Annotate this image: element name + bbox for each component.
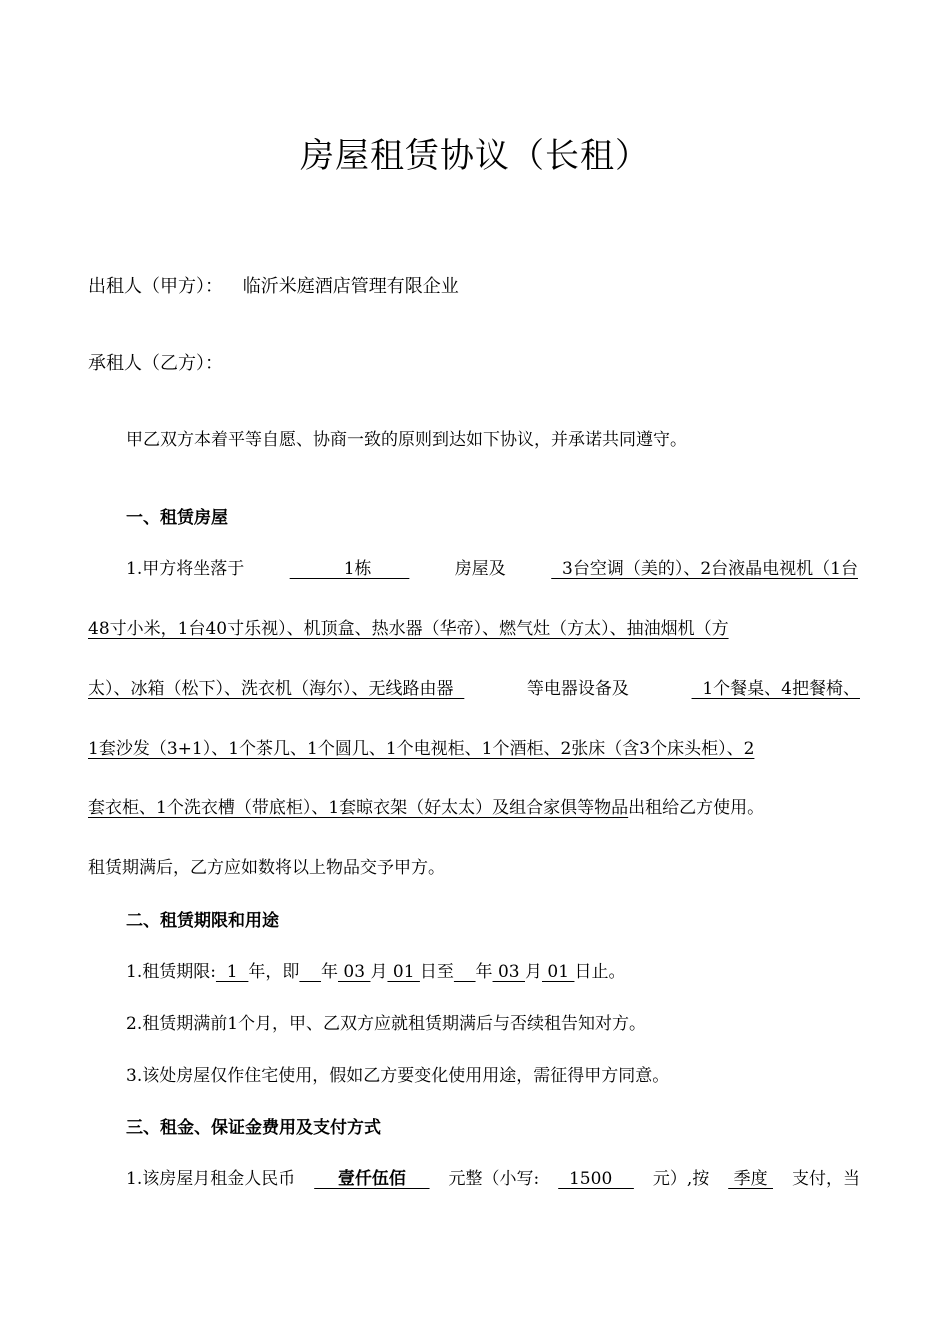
lessor-name: 临沂米庭酒店管理有限企业 (242, 276, 459, 297)
section-3-item-1 (126, 1167, 860, 1191)
section-1-line-2: 48寸小米，1台40寸乐视）、机顶盒、热水器（华帝）、燃气灶（方太）、抽油烟机（方 (88, 619, 729, 639)
s2-text: 月 (370, 962, 388, 982)
furniture-list: 套衣柜、1个洗衣槽（带底柜）、1套晾衣架（好太太）及组合家俱等物品 (88, 798, 629, 818)
section-1-line-4: 1套沙发（3+1）、1个茶几、1个圆几、1个电视柜、1个酒柜、2张床（含3个床头柜）、2 (88, 739, 755, 759)
s2-text: 1.租赁期限: (126, 962, 216, 982)
section-1-line-3 (88, 677, 860, 701)
rent-amount-chinese: 壹仟伍佰 (314, 1169, 430, 1189)
s3-text: 元）,按 (652, 1169, 710, 1189)
intro-paragraph: 甲乙双方本着平等自愿、协商一致的原则到达如下协议，并承诺共同遵守。 (126, 430, 687, 450)
s2-text: 月 (525, 962, 542, 982)
start-day: 01 (387, 962, 420, 982)
property-location: 1栋 (289, 559, 410, 579)
s1-text: 房屋及 (454, 559, 506, 579)
s1-text: 等电器设备及 (526, 679, 629, 699)
section-1-line-5 (88, 796, 764, 820)
section-2-item-2: 2.租赁期满前1个月，甲、乙双方应就租赁期满后与否续租告知对方。 (126, 1014, 647, 1034)
s1-text: 1.甲方将坐落于 (126, 559, 245, 579)
end-year (454, 962, 476, 982)
s3-text: 元整（小写: (448, 1169, 540, 1189)
lessor-line (88, 275, 459, 299)
section-2-heading: 二、租赁期限和用途 (126, 911, 279, 931)
s2-text: 日至 (419, 962, 454, 982)
s2-text: 年，即 (248, 962, 300, 982)
s3-text: 支付，当 (791, 1169, 860, 1189)
s2-text: 年 (475, 962, 493, 982)
appliance-list: 太）、冰箱（松下）、洗衣机（海尔）、无线路由器 (88, 679, 465, 699)
lessee-line (88, 352, 223, 376)
furniture-list: 1个餐桌、4把餐椅、 (691, 679, 860, 699)
section-1-line-6: 租赁期满后，乙方应如数将以上物品交予甲方。 (88, 858, 445, 878)
appliance-list: 3台空调（美的）、2台液晶电视机（1台 (551, 559, 858, 579)
end-day: 01 (542, 962, 575, 982)
s1-text: 出租给乙方使用。 (628, 798, 765, 818)
lease-years: 1 (215, 962, 249, 982)
section-3-heading: 三、租金、保证金费用及支付方式 (126, 1118, 381, 1138)
lessee-label: 承租人（乙方）： (88, 353, 223, 374)
end-month: 03 (492, 962, 525, 982)
s2-text: 日止。 (574, 962, 626, 982)
section-1-heading: 一、租赁房屋 (126, 508, 228, 528)
section-1-line-1 (126, 557, 858, 581)
document-title: 房屋租赁协议（长租） (300, 136, 650, 176)
lessor-label: 出租人（甲方）： (88, 276, 223, 297)
rent-amount: 1500 (558, 1169, 634, 1189)
section-2-item-3: 3.该处房屋仅作住宅使用，假如乙方要变化使用用途，需征得甲方同意。 (126, 1066, 670, 1086)
s2-text: 年 (321, 962, 339, 982)
payment-period: 季度 (728, 1169, 773, 1189)
section-2-item-1 (126, 960, 625, 984)
start-month: 03 (338, 962, 371, 982)
s3-text: 1.该房屋月租金人民币 (126, 1169, 296, 1189)
start-year (299, 962, 321, 982)
